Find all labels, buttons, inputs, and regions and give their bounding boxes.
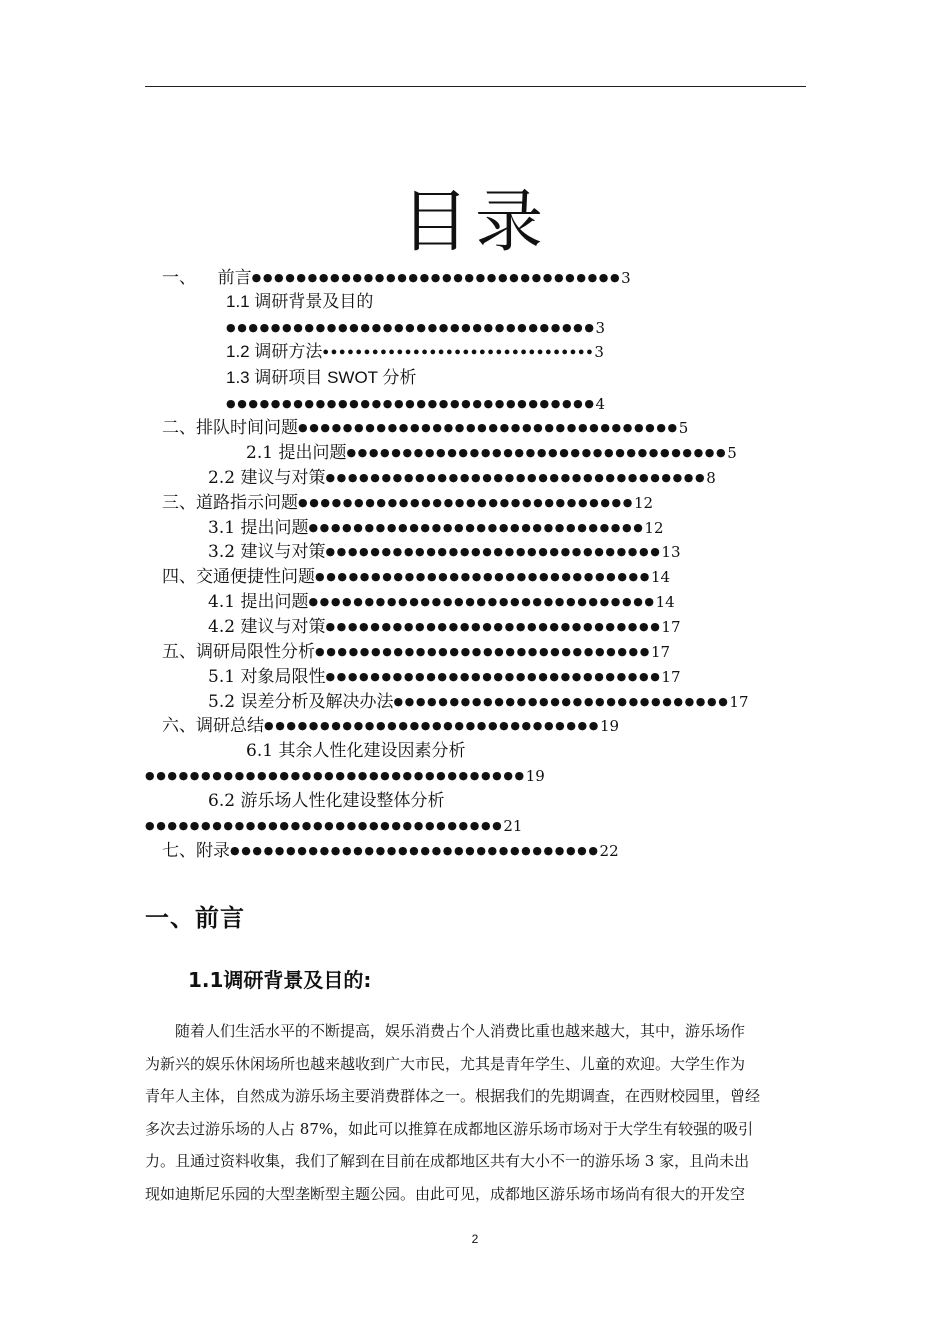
toc-entry-label: 6.2 游乐场人性化建设整体分析	[208, 791, 445, 811]
toc-entry-label: 1.2 调研方法	[226, 342, 323, 361]
toc-entry[interactable]	[162, 266, 631, 290]
toc-entry[interactable]	[162, 491, 653, 515]
toc-entry-label: 一、 前言	[162, 268, 252, 288]
toc-entry-continuation[interactable]	[145, 814, 522, 838]
toc-entry-page: 17	[661, 668, 681, 686]
header-rule	[145, 86, 806, 87]
toc-leader: ●●●●●●●●●●●●●●●●●●●●●●●●●●●●●●	[325, 545, 662, 558]
toc-entry[interactable]	[226, 366, 417, 390]
toc-entry[interactable]	[226, 290, 373, 314]
toc-entry-page: 8	[706, 469, 716, 487]
toc-entry-page: 17	[661, 618, 681, 636]
toc-leader: ●●●●●●●●●●●●●●●●●●●●●●●●●●●●●●	[393, 695, 730, 708]
toc-entry[interactable]	[162, 565, 670, 589]
toc-entry[interactable]	[162, 640, 670, 664]
toc-leader: ●●●●●●●●●●●●●●●●●●●●●●●●●●●●●●	[298, 496, 634, 509]
toc-entry-page: 17	[650, 643, 671, 661]
toc-entry-continuation[interactable]	[226, 392, 605, 416]
toc-entry-label: 4.2 建议与对策	[208, 617, 326, 637]
toc-entry[interactable]	[162, 714, 619, 738]
toc-entry-page: 5	[727, 444, 737, 462]
toc-leader: ●●●●●●●●●●●●●●●●●●●●●●●●●●●●●●●●●	[226, 321, 596, 334]
toc-entry-label: 三、道路指示问题	[162, 493, 298, 513]
toc-entry-label: 二、排队时间问题	[162, 418, 298, 438]
toc-entry-label: 4.1 提出问题	[208, 592, 309, 612]
toc-entry-page: 3	[595, 319, 606, 337]
toc-entry[interactable]	[208, 690, 749, 714]
toc-entry[interactable]	[208, 540, 681, 564]
toc-entry-continuation[interactable]	[226, 316, 605, 340]
toc-entry-page: 19	[525, 767, 545, 785]
toc-leader: ●●●●●●●●●●●●●●●●●●●●●●●●●●●●●●●●●	[230, 844, 600, 857]
paragraph-line: 为新兴的娱乐休闲场所也越来越收到广大市民，尤其是青年学生、儿童的欢迎。大学生作为	[145, 1054, 746, 1073]
toc-entry-label: 五、调研局限性分析	[162, 642, 315, 662]
toc-leader: ●●●●●●●●●●●●●●●●●●●●●●●●●●●●●●	[264, 719, 600, 732]
toc-entry-label: 5.1 对象局限性	[208, 667, 326, 687]
toc-entry-label: 2.1 提出问题	[246, 443, 347, 463]
toc-title: 目录	[400, 183, 549, 262]
toc-leader: ●●●●●●●●●●●●●●●●●●●●●●●●●●●●●●●●●●	[325, 471, 707, 484]
toc-entry-label: 5.2 误差分析及解决办法	[208, 692, 394, 712]
toc-leader: ●●●●●●●●●●●●●●●●●●●●●●●●●●●●●●●●●	[322, 346, 595, 358]
toc-entry-page: 4	[595, 395, 606, 413]
toc-entry[interactable]	[162, 839, 619, 863]
paragraph-line: 现如迪斯尼乐园的大型垄断型主题公园。由此可见，成都地区游乐场市场尚有很大的开发空	[145, 1184, 746, 1203]
toc-entry[interactable]	[208, 516, 664, 540]
toc-leader: ●●●●●●●●●●●●●●●●●●●●●●●●●●●●●●●●●●	[145, 769, 526, 782]
toc-entry[interactable]	[208, 615, 681, 639]
toc-entry[interactable]	[162, 416, 688, 440]
toc-entry-label: 1.3 调研项目 SWOT 分析	[226, 368, 417, 387]
toc-entry-label: 6.1 其余人性化建设因素分析	[246, 741, 466, 761]
toc-entry-page: 12	[644, 519, 664, 537]
toc-entry-page: 12	[633, 494, 654, 512]
toc-entry-label: 七、附录	[162, 841, 230, 861]
toc-leader: ●●●●●●●●●●●●●●●●●●●●●●●●●●●●●●	[325, 620, 662, 633]
toc-entry-continuation[interactable]	[145, 764, 545, 788]
toc-entry-page: 17	[729, 693, 749, 711]
toc-leader: ●●●●●●●●●●●●●●●●●●●●●●●●●●●●●●●●●	[226, 397, 596, 410]
toc-entry-page: 5	[678, 419, 689, 437]
toc-entry-page: 19	[599, 717, 620, 735]
toc-entry-label: 四、交通便捷性问题	[162, 567, 315, 587]
toc-entry-page: 14	[650, 568, 671, 586]
paragraph-line: 多次去过游乐场的人占 87%，如此可以推算在成都地区游乐场市场对于大学生有较强的吸引	[145, 1119, 754, 1138]
toc-entry-page: 3	[594, 343, 604, 361]
toc-leader: ●●●●●●●●●●●●●●●●●●●●●●●●●●●●●●●●●●	[346, 446, 728, 459]
toc-leader: ●●●●●●●●●●●●●●●●●●●●●●●●●●●●●●	[315, 570, 651, 583]
toc-entry[interactable]	[208, 466, 716, 490]
toc-leader: ●●●●●●●●●●●●●●●●●●●●●●●●●●●●●●●●●	[251, 271, 622, 284]
toc-entry-page: 14	[655, 593, 675, 611]
toc-entry[interactable]	[246, 441, 737, 465]
toc-entry[interactable]	[208, 590, 675, 614]
toc-entry[interactable]	[208, 665, 681, 689]
toc-entry[interactable]	[246, 739, 465, 763]
toc-leader: ●●●●●●●●●●●●●●●●●●●●●●●●●●●●●●	[315, 645, 651, 658]
page-number: 2	[471, 1232, 479, 1246]
toc-entry-label: 六、调研总结	[162, 716, 264, 736]
subsection-heading: 1.1调研背景及目的:	[188, 968, 372, 992]
body-paragraph	[145, 1015, 807, 1210]
toc-entry-label: 2.2 建议与对策	[208, 468, 326, 488]
toc-entry-label: 3.2 建议与对策	[208, 542, 326, 562]
paragraph-line: 青年人主体，自然成为游乐场主要消费群体之一。根据我们的先期调查，在西财校园里，曾经	[145, 1087, 761, 1105]
toc-leader: ●●●●●●●●●●●●●●●●●●●●●●●●●●●●●●●●●●	[298, 421, 679, 434]
toc-leader: ●●●●●●●●●●●●●●●●●●●●●●●●●●●●●●●●	[145, 819, 504, 832]
paragraph-line: 随着人们生活水平的不断提高，娱乐消费占个人消费比重也越来越大，其中，游乐场作	[175, 1022, 746, 1040]
toc-entry-page: 22	[599, 842, 619, 860]
toc-entry-page: 13	[661, 543, 681, 561]
toc-leader: ●●●●●●●●●●●●●●●●●●●●●●●●●●●●●●	[308, 521, 645, 534]
paragraph-line: 力。且通过资料收集，我们了解到在目前在成都地区共有大小不一的游乐场 3 家，且尚未出	[145, 1152, 750, 1170]
toc-entry[interactable]	[226, 340, 604, 364]
toc-leader: ●●●●●●●●●●●●●●●●●●●●●●●●●●●●●●●	[308, 595, 656, 608]
section-heading: 一、前言	[145, 904, 245, 932]
toc-entry-page: 3	[621, 269, 631, 287]
toc-leader: ●●●●●●●●●●●●●●●●●●●●●●●●●●●●●●	[325, 670, 662, 683]
toc-entry-label: 1.1 调研背景及目的	[226, 292, 374, 311]
toc-entry-page: 21	[503, 817, 523, 835]
toc-entry[interactable]	[208, 789, 444, 813]
toc-entry-label: 3.1 提出问题	[208, 518, 309, 538]
